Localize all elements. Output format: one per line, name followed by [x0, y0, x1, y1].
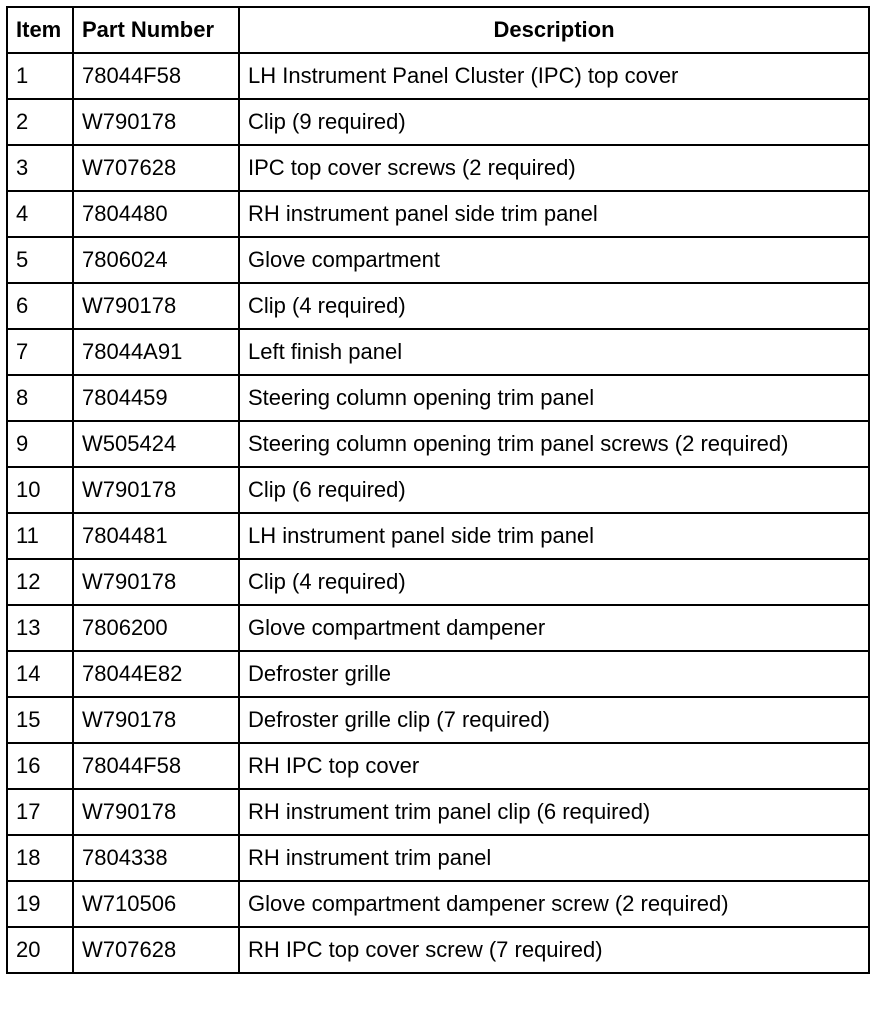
part-number-cell: W790178 — [73, 697, 239, 743]
description-cell: Defroster grille — [239, 651, 869, 697]
description-cell: Clip (9 required) — [239, 99, 869, 145]
table-row — [7, 53, 869, 99]
table-row — [7, 467, 869, 513]
description-cell: RH IPC top cover — [239, 743, 869, 789]
item-cell: 18 — [7, 835, 73, 881]
table-row — [7, 283, 869, 329]
part-number-cell: 7804459 — [73, 375, 239, 421]
part-number-cell: 7804481 — [73, 513, 239, 559]
item-cell: 12 — [7, 559, 73, 605]
part-number-cell: W790178 — [73, 559, 239, 605]
table-row — [7, 191, 869, 237]
part-number-cell: 7804480 — [73, 191, 239, 237]
item-cell: 7 — [7, 329, 73, 375]
table-row — [7, 789, 869, 835]
part-number-cell: W790178 — [73, 789, 239, 835]
item-cell: 9 — [7, 421, 73, 467]
item-cell: 19 — [7, 881, 73, 927]
description-cell: LH Instrument Panel Cluster (IPC) top cover — [239, 53, 869, 99]
header-description: Description — [239, 7, 869, 53]
table-row — [7, 513, 869, 559]
part-number-cell: 78044E82 — [73, 651, 239, 697]
table-row — [7, 835, 869, 881]
table-row — [7, 559, 869, 605]
header-item: Item — [7, 7, 73, 53]
part-number-cell: W707628 — [73, 145, 239, 191]
table-row — [7, 421, 869, 467]
header-part-number: Part Number — [73, 7, 239, 53]
table-row — [7, 881, 869, 927]
description-cell: Defroster grille clip (7 required) — [239, 697, 869, 743]
table-row — [7, 237, 869, 283]
description-cell: Steering column opening trim panel — [239, 375, 869, 421]
part-number-cell: 78044F58 — [73, 743, 239, 789]
part-number-cell: W790178 — [73, 283, 239, 329]
description-cell: Left finish panel — [239, 329, 869, 375]
table-row — [7, 605, 869, 651]
parts-table — [6, 6, 870, 974]
table-row — [7, 375, 869, 421]
item-cell: 13 — [7, 605, 73, 651]
table-row — [7, 697, 869, 743]
description-cell: Glove compartment — [239, 237, 869, 283]
item-cell: 8 — [7, 375, 73, 421]
item-cell: 6 — [7, 283, 73, 329]
item-cell: 16 — [7, 743, 73, 789]
description-cell: RH instrument trim panel clip (6 required) — [239, 789, 869, 835]
description-cell: Clip (6 required) — [239, 467, 869, 513]
part-number-cell: 7806024 — [73, 237, 239, 283]
description-cell: Glove compartment dampener screw (2 required) — [239, 881, 869, 927]
table-row — [7, 99, 869, 145]
item-cell: 11 — [7, 513, 73, 559]
table-row — [7, 329, 869, 375]
description-cell: Glove compartment dampener — [239, 605, 869, 651]
item-cell: 5 — [7, 237, 73, 283]
part-number-cell: W710506 — [73, 881, 239, 927]
table-header — [7, 7, 869, 53]
table-row — [7, 651, 869, 697]
table-row — [7, 927, 869, 973]
description-cell: Clip (4 required) — [239, 559, 869, 605]
description-cell: IPC top cover screws (2 required) — [239, 145, 869, 191]
table-row — [7, 145, 869, 191]
description-cell: Clip (4 required) — [239, 283, 869, 329]
item-cell: 10 — [7, 467, 73, 513]
part-number-cell: W790178 — [73, 99, 239, 145]
item-cell: 2 — [7, 99, 73, 145]
item-cell: 4 — [7, 191, 73, 237]
part-number-cell: 7806200 — [73, 605, 239, 651]
table-row — [7, 743, 869, 789]
description-cell: LH instrument panel side trim panel — [239, 513, 869, 559]
description-cell: Steering column opening trim panel screws (2 required) — [239, 421, 869, 467]
item-cell: 15 — [7, 697, 73, 743]
part-number-cell: 78044F58 — [73, 53, 239, 99]
part-number-cell: W790178 — [73, 467, 239, 513]
item-cell: 20 — [7, 927, 73, 973]
description-cell: RH IPC top cover screw (7 required) — [239, 927, 869, 973]
table-body — [7, 53, 869, 973]
item-cell: 3 — [7, 145, 73, 191]
item-cell: 14 — [7, 651, 73, 697]
item-cell: 17 — [7, 789, 73, 835]
description-cell: RH instrument trim panel — [239, 835, 869, 881]
part-number-cell: 78044A91 — [73, 329, 239, 375]
part-number-cell: 7804338 — [73, 835, 239, 881]
part-number-cell: W505424 — [73, 421, 239, 467]
part-number-cell: W707628 — [73, 927, 239, 973]
header-row — [7, 7, 869, 53]
item-cell: 1 — [7, 53, 73, 99]
description-cell: RH instrument panel side trim panel — [239, 191, 869, 237]
